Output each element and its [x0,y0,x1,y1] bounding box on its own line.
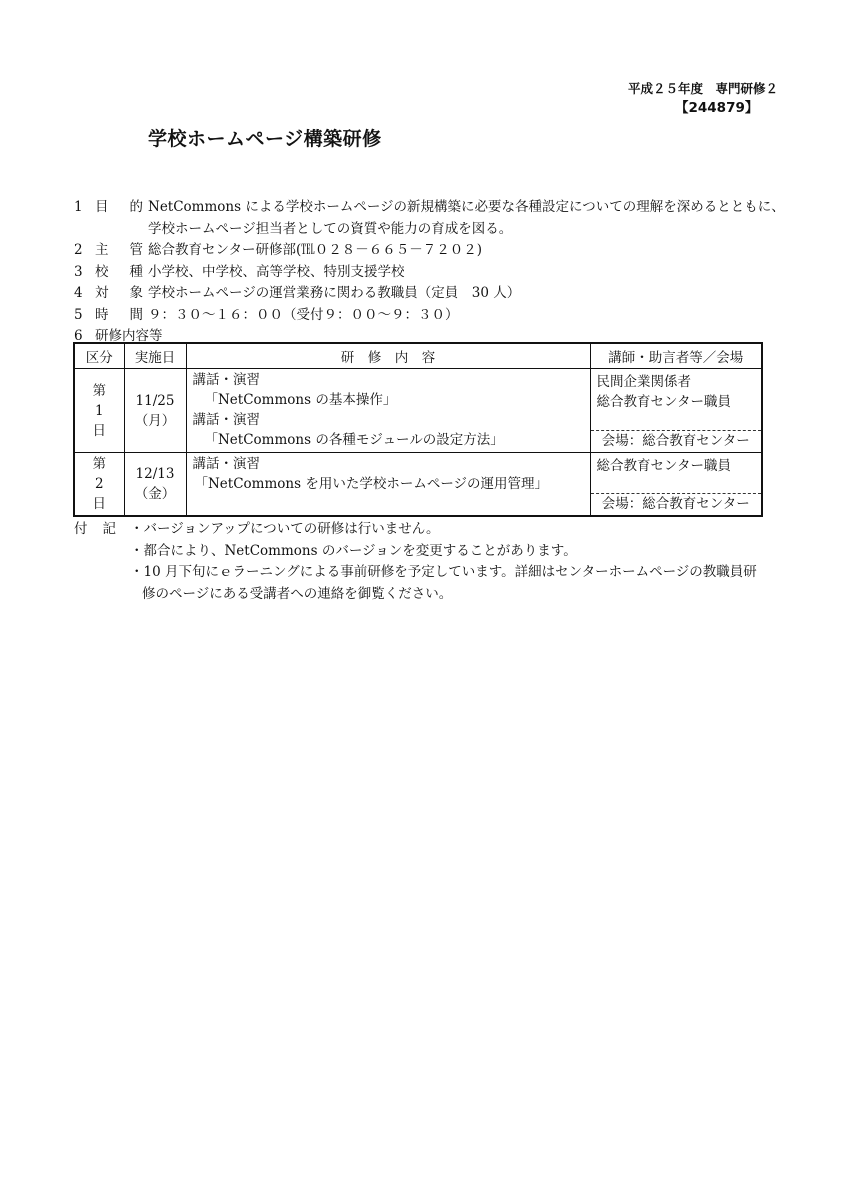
item-number: 1 [74,199,83,215]
day-cell [74,453,124,517]
course-overview [74,197,785,348]
day-char: 日 [92,496,106,512]
item-number: 3 [74,263,83,280]
instructor-name: 総合教育センター職員 [596,394,731,410]
item-label: 目的 [95,199,143,215]
date-cell [124,453,186,517]
item-label: 対象 [95,285,143,301]
instructor-name: 民間企業関係者 [596,374,691,390]
note-item-continued: 修のページにある受講者への連絡を御覧ください。 [142,585,453,602]
content-line: 講話・演習 [192,456,260,472]
day-char: 日 [92,422,106,439]
instructor-list [591,453,762,493]
header-content: 研 修 内 容 [186,343,590,369]
item-label: 時間 [95,306,143,323]
table-row [74,369,762,453]
instructor-list [591,369,762,430]
note-item: ・10 月下旬にｅラーニングによる事前研修を予定しています。詳細はセンターホームページの教職員研 [130,564,757,580]
item-number: 4 [74,285,83,301]
item-number: 2 [74,242,83,258]
item-organizer [74,240,774,262]
notes-list [74,519,774,605]
item-purpose-continued [74,219,774,241]
venue-label: 会場：総合教育センター [591,493,762,515]
content-cell [186,453,590,517]
content-line: 講話・演習 [192,372,260,388]
header-category: 区分 [74,343,124,369]
item-time [74,305,774,327]
item-value: 学校ホームページの運営業務に関わる教職員（定員 30 人） [148,285,521,301]
notes-section [74,519,774,605]
note-item: ・都合により、NetCommons のバージョンを変更することがあります。 [130,542,577,559]
content-line: 「NetCommons を用いた学校ホームページの運用管理」 [194,476,549,492]
instructor-cell [590,453,762,517]
day-char: 第 [92,456,106,472]
item-value: 小学校、中学校、高等学校、特別支援学校 [148,263,405,280]
item-label: 主管 [95,242,143,258]
page-title: 学校ホームページ構築研修 [148,128,382,150]
day-cell [74,369,124,453]
item-school-type [74,262,774,284]
venue-label: 会場：総合教育センター [591,430,762,452]
item-label: 校種 [95,263,143,280]
item-value-continued: 学校ホームページ担当者としての資質や能力の育成を図る。 [148,220,513,237]
content-cell [186,369,590,453]
day-char: 第 [92,382,106,399]
note-item: ・バージョンアップについての研修は行いません。 [130,521,440,537]
item-value: ９：３０～１６：００（受付９：００～９：３０） [148,306,459,323]
schedule-table [73,342,763,517]
content-line: 「NetCommons の各種モジュールの設定方法」 [204,432,504,448]
item-number: 6 [74,328,83,344]
item-value: 総合教育センター研修部(℡０２８－６６５－７２０２) [148,242,482,258]
item-number: 5 [74,306,83,323]
date-cell [124,369,186,453]
instructor-name: 総合教育センター職員 [596,458,731,474]
day-number: 2 [94,476,104,492]
table-row [74,453,762,517]
table-header-row [74,343,762,369]
date-weekday: （金） [134,486,176,502]
content-line: 「NetCommons の基本操作」 [204,392,397,408]
item-value: NetCommons による学校ホームページの新規構築に必要な各種設定についての理解を深めるとともに、 [148,199,785,215]
date-weekday: （月） [134,412,176,429]
header-course-code: 【244879】 [675,100,759,116]
header-instructor-venue: 講師・助言者等／会場 [590,343,762,369]
date-value: 12/13 [135,466,175,482]
notes-label: 付記 [74,521,116,537]
instructor-cell [590,369,762,453]
item-label: 研修内容等 [95,328,163,344]
item-target [74,283,774,305]
header-date: 実施日 [124,343,186,369]
day-number: 1 [94,402,104,419]
item-purpose [74,197,785,219]
content-line: 講話・演習 [192,412,260,428]
date-value: 11/25 [135,392,175,409]
header-year-label: 平成２５年度 専門研修２ [628,81,779,96]
